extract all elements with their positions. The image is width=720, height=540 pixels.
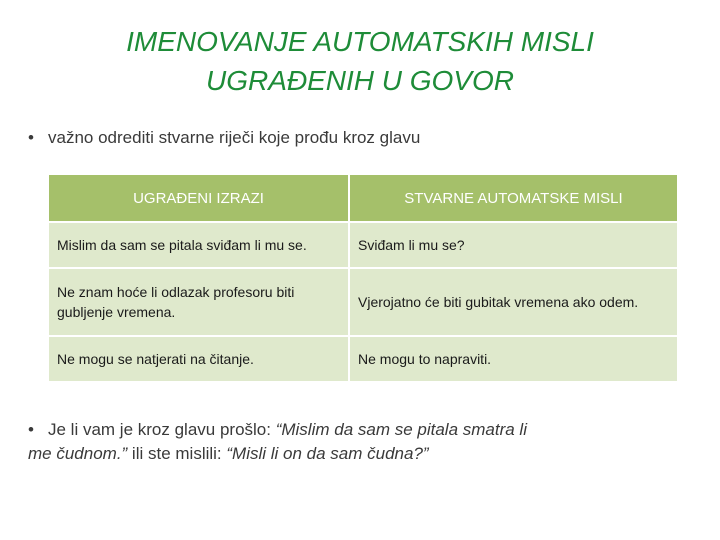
title-line-2: UGRAĐENIH U GOVOR [205, 65, 515, 96]
table-cell: Ne znam hoće li odlazak profesoru biti gubljenje vremena. [49, 268, 349, 336]
page-title [0, 22, 720, 100]
bullet-text-1: važno odrediti stvarne riječi koje prođu kroz glavu [48, 128, 421, 147]
table-cell: Vjerojatno će biti gubitak vremena ako odem. [349, 268, 677, 336]
bullet-text-2b: ili ste mislili: [127, 444, 227, 463]
bullet-point-1 [28, 128, 420, 148]
title-line-1: IMENOVANJE AUTOMATSKIH MISLI [126, 26, 594, 57]
bullet-quote-1: “Mislim da sam se pitala smatra li me čudnom.” [28, 420, 527, 463]
bullet-quote-2: “Misli li on da sam čudna?” [226, 444, 429, 463]
table-cell: Sviđam li mu se? [349, 222, 677, 268]
header-embedded-phrases: UGRAĐENI IZRAZI [49, 175, 349, 222]
bullet-icon: • [28, 128, 34, 147]
table-row [49, 336, 677, 382]
thoughts-table [49, 175, 677, 383]
table-row [49, 222, 677, 268]
table-cell: Mislim da sam se pitala sviđam li mu se. [49, 222, 349, 268]
bullet-text-2a: Je li vam je kroz glavu prošlo: [48, 420, 276, 439]
bullet-point-2 [28, 418, 548, 466]
table-cell: Ne mogu to napraviti. [349, 336, 677, 382]
table-header-row [49, 175, 677, 222]
table-cell: Ne mogu se natjerati na čitanje. [49, 336, 349, 382]
bullet-icon: • [28, 420, 34, 439]
header-automatic-thoughts: STVARNE AUTOMATSKE MISLI [349, 175, 677, 222]
table-row [49, 268, 677, 336]
